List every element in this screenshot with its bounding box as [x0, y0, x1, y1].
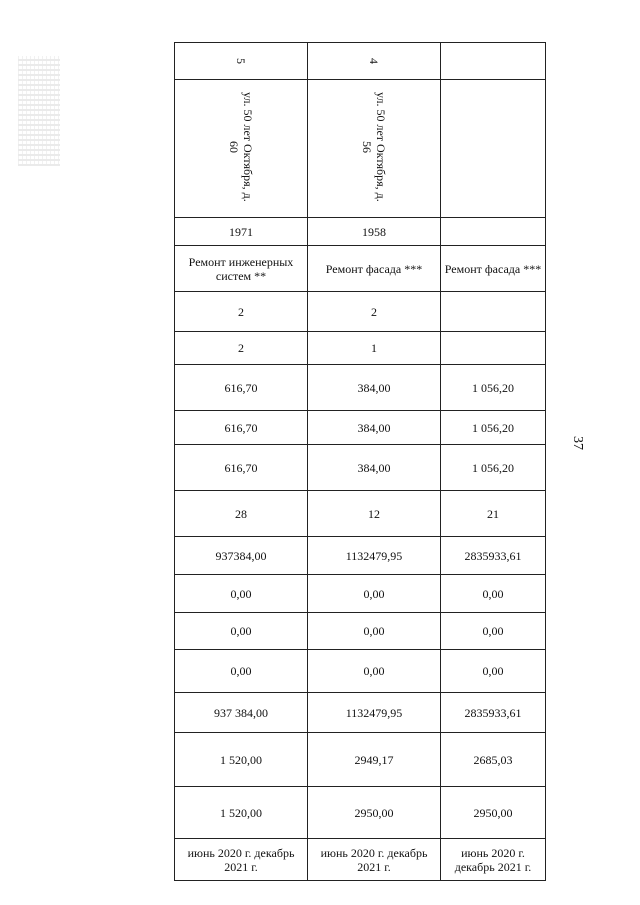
table-cell: 616,70 — [175, 411, 308, 445]
table-cell: 2835933,61 — [441, 693, 546, 733]
table-cell: 1 — [308, 332, 441, 365]
table-cell: 2 — [175, 292, 308, 332]
table-cell: июнь 2020 г. декабрь 2021 г. — [175, 839, 308, 881]
table-cell: 1132479,95 — [308, 537, 441, 575]
table-cell: 616,70 — [175, 445, 308, 491]
table-cell: Ремонт фасада *** — [441, 246, 546, 292]
table-cell: 1958 — [308, 218, 441, 246]
table-cell: 1971 — [175, 218, 308, 246]
table-cell: Ремонт инженерных систем ** — [175, 246, 308, 292]
table-cell: ул. 50 лет Октября, д. 56 — [308, 80, 441, 218]
table-row — [175, 839, 546, 881]
table-row — [175, 43, 546, 80]
table-row — [175, 218, 546, 246]
table-cell: 384,00 — [308, 365, 441, 411]
table-cell: 0,00 — [175, 650, 308, 693]
table-cell: 384,00 — [308, 445, 441, 491]
table-cell: 0,00 — [175, 613, 308, 650]
table-cell: 2685,03 — [441, 733, 546, 787]
table-cell: 384,00 — [308, 411, 441, 445]
table-cell: 2949,17 — [308, 733, 441, 787]
table-cell: 12 — [308, 491, 441, 537]
table-cell: 1 056,20 — [441, 365, 546, 411]
table-cell — [441, 218, 546, 246]
table-row — [175, 445, 546, 491]
table-cell: 2950,00 — [308, 787, 441, 839]
table-cell: 5 — [175, 43, 308, 80]
table-cell: 1132479,95 — [308, 693, 441, 733]
table-cell: 937384,00 — [175, 537, 308, 575]
page-number: 37 — [570, 436, 585, 450]
table-cell — [441, 292, 546, 332]
table-row — [175, 80, 546, 218]
table-cell: 4 — [308, 43, 441, 80]
table-cell: 0,00 — [441, 650, 546, 693]
table-cell: Ремонт фасада *** — [308, 246, 441, 292]
table-cell: 2950,00 — [441, 787, 546, 839]
table-row — [175, 491, 546, 537]
table-cell: 2835933,61 — [441, 537, 546, 575]
table-cell: 0,00 — [441, 575, 546, 613]
table-cell — [441, 332, 546, 365]
table-row — [175, 693, 546, 733]
table-cell: 1 520,00 — [175, 787, 308, 839]
table-cell: 1 520,00 — [175, 733, 308, 787]
table-cell: июнь 2020 г. декабрь 2021 г. — [441, 839, 546, 881]
table-cell: 1 056,20 — [441, 411, 546, 445]
table-cell: 0,00 — [308, 575, 441, 613]
table-cell: 1 056,20 — [441, 445, 546, 491]
stamp-mark — [18, 56, 60, 166]
table-row — [175, 650, 546, 693]
table-row — [175, 365, 546, 411]
table-cell: 0,00 — [441, 613, 546, 650]
table-cell: 0,00 — [175, 575, 308, 613]
table-cell: 937 384,00 — [175, 693, 308, 733]
table-cell: июнь 2020 г. декабрь 2021 г. — [308, 839, 441, 881]
table-cell: 0,00 — [308, 613, 441, 650]
table-row — [175, 537, 546, 575]
table-cell: ул. 50 лет Октября, д. 60 — [175, 80, 308, 218]
table-cell: 28 — [175, 491, 308, 537]
table-cell: 2 — [175, 332, 308, 365]
table-row — [175, 787, 546, 839]
table-cell — [441, 43, 546, 80]
table-cell: 21 — [441, 491, 546, 537]
table-row — [175, 411, 546, 445]
table-row — [175, 575, 546, 613]
table-row — [175, 292, 546, 332]
data-table — [174, 42, 546, 881]
table-cell: 616,70 — [175, 365, 308, 411]
table-row — [175, 733, 546, 787]
table-row — [175, 246, 546, 292]
table-cell: 0,00 — [308, 650, 441, 693]
table-row — [175, 332, 546, 365]
table-cell — [441, 80, 546, 218]
table-cell: 2 — [308, 292, 441, 332]
table-row — [175, 613, 546, 650]
